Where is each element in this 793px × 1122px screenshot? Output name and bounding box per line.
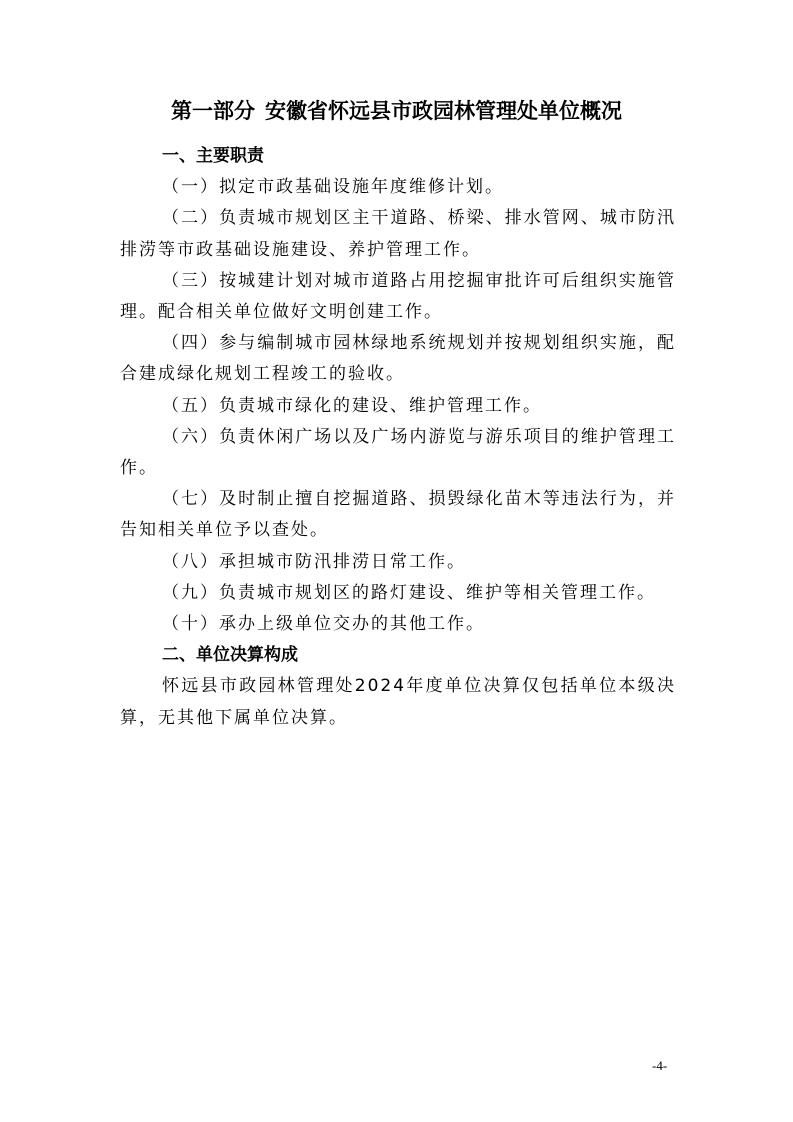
section-heading-budget-composition: 二、单位决算构成 [162,645,298,666]
duty-item-2: （二）负责城市规划区主干道路、桥梁、排水管网、城市防汛排涝等市政基础设施建设、养护管理工作。 [120,208,676,260]
title-main-text: 安徽省怀远县市政园林管理处单位概况 [265,99,622,123]
duty-item-4: （四）参与编制城市园林绿地系统规划并按规划组织实施，配合建成绿化规划工程竣工的验收。 [120,333,676,385]
section-heading-main-duties: 一、主要职责 [162,146,264,166]
duty-item-9: （九）负责城市规划区的路灯建设、维护等相关管理工作。 [162,582,656,603]
duty-item-7: （七）及时制止擅自挖掘道路、损毁绿化苗木等违法行为，并告知相关单位予以查处。 [120,489,676,541]
duty-item-3: （三）按城建计划对城市道路占用挖掘审批许可后组织实施管理。配合相关单位做好文明创建工作。 [120,270,676,323]
duty-item-6: （六）负责休闲广场以及广场内游览与游乐项目的维护管理工作。 [120,426,676,479]
title-part-label: 第一部分 [171,99,255,123]
page-number: -4- [652,1058,668,1073]
page-title [0,96,793,126]
duty-item-10: （十）承办上级单位交办的其他工作。 [162,614,485,635]
duty-item-1: （一）拟定市政基础设施年度维修计划。 [162,177,504,198]
duty-item-8: （八）承担城市防汛排涝日常工作。 [162,551,466,572]
document-body [120,141,676,734]
budget-composition-paragraph: 怀远县市政园林管理处2024年度单位决算仅包括单位本级决算，无其他下属单位决算。 [120,676,676,728]
duty-item-5: （五）负责城市绿化的建设、维护管理工作。 [162,395,542,416]
